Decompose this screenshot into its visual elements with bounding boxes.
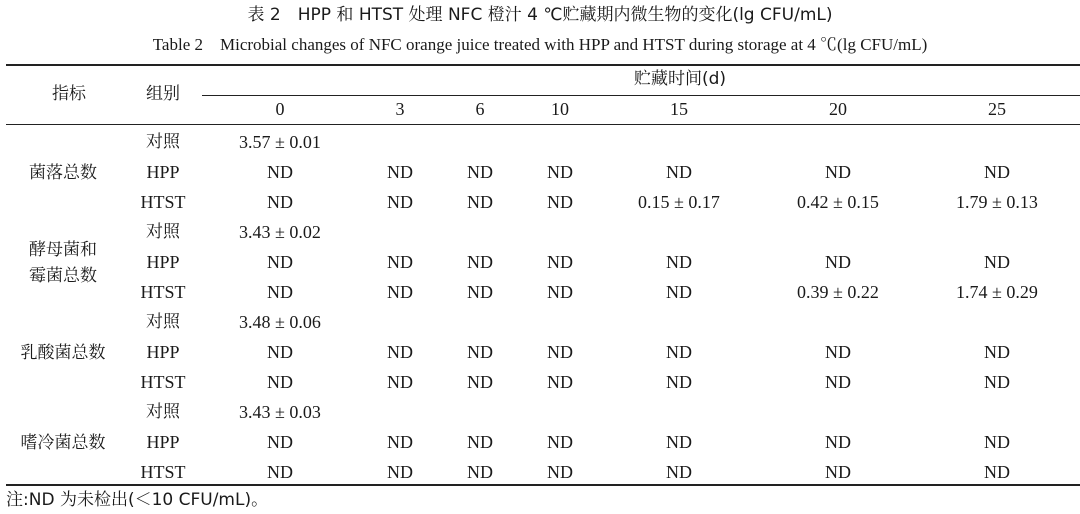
table-cell: 3.43 ± 0.03 xyxy=(239,402,321,422)
table-cell: ND xyxy=(666,372,692,392)
table-cell: ND xyxy=(387,342,413,362)
table-cell: ND xyxy=(267,252,293,272)
header-indicator: 指标 xyxy=(52,84,86,104)
table-cell: ND xyxy=(984,432,1010,452)
table-title-en: Table 2 Microbial changes of NFC orange juice treated with HPP and HTST during storage at 4 ℃(lg CFU/mL) xyxy=(152,35,928,54)
table-cell: 1.74 ± 0.29 xyxy=(956,282,1038,302)
table-cell: 0.42 ± 0.15 xyxy=(797,192,879,212)
table-cell: ND xyxy=(984,372,1010,392)
table-cell: ND xyxy=(825,462,851,482)
table-cell: ND xyxy=(547,162,573,182)
table-cell: ND xyxy=(666,162,692,182)
table-cell: ND xyxy=(267,282,293,302)
table-cell: ND xyxy=(467,372,493,392)
header-day-5: 20 xyxy=(829,99,847,119)
group-label: 对照 xyxy=(146,312,180,332)
storage-time-underline xyxy=(202,95,1080,96)
table-cell: ND xyxy=(825,432,851,452)
table-cell: ND xyxy=(387,462,413,482)
table-cell: 0.39 ± 0.22 xyxy=(797,282,879,302)
table-cell: ND xyxy=(387,192,413,212)
table-cell: ND xyxy=(825,252,851,272)
table-cell: ND xyxy=(984,252,1010,272)
header-day-1: 3 xyxy=(395,99,405,119)
header-day-4: 15 xyxy=(670,99,688,119)
header-storage-time: 贮藏时间(d) xyxy=(633,69,727,89)
table-cell: ND xyxy=(267,462,293,482)
table-cell: ND xyxy=(267,342,293,362)
group-label: HTST xyxy=(140,462,186,482)
header-bottom-rule xyxy=(6,124,1080,125)
table-cell: ND xyxy=(267,432,293,452)
table-cell: ND xyxy=(267,162,293,182)
table-cell: ND xyxy=(666,252,692,272)
table-cell: ND xyxy=(467,162,493,182)
table-cell: ND xyxy=(387,162,413,182)
table-cell: ND xyxy=(267,192,293,212)
indicator-name: 菌落总数 xyxy=(29,163,97,183)
header-group: 组别 xyxy=(146,84,180,104)
indicator-name: 酵母菌和 xyxy=(29,240,97,260)
table-cell: ND xyxy=(467,462,493,482)
table-cell: ND xyxy=(467,192,493,212)
table-cell: ND xyxy=(666,282,692,302)
header-day-3: 10 xyxy=(551,99,569,119)
table-cell: ND xyxy=(666,432,692,452)
table-cell: ND xyxy=(387,252,413,272)
table-top-rule xyxy=(6,64,1080,66)
table-cell: ND xyxy=(387,432,413,452)
group-label: 对照 xyxy=(146,402,180,422)
table-cell: ND xyxy=(984,342,1010,362)
table-bottom-rule xyxy=(6,484,1080,486)
indicator-name: 霉菌总数 xyxy=(29,266,97,286)
table-cell: ND xyxy=(547,432,573,452)
table-cell: ND xyxy=(825,342,851,362)
table-cell: ND xyxy=(547,462,573,482)
table-cell: ND xyxy=(467,432,493,452)
table-cell: 3.48 ± 0.06 xyxy=(239,312,321,332)
header-day-2: 6 xyxy=(475,99,485,119)
indicator-name: 嗜冷菌总数 xyxy=(20,433,106,453)
group-label: 对照 xyxy=(146,222,180,242)
group-label: HPP xyxy=(146,252,180,272)
table-cell: ND xyxy=(984,462,1010,482)
table-cell: ND xyxy=(467,252,493,272)
table-title-zh: 表 2 HPP 和 HTST 处理 NFC 橙汁 4 ℃贮藏期内微生物的变化(lg CFU/mL) xyxy=(247,5,833,25)
header-day-6: 25 xyxy=(988,99,1006,119)
indicator-name: 乳酸菌总数 xyxy=(20,343,106,363)
table-cell: ND xyxy=(547,342,573,362)
table-cell: 0.15 ± 0.17 xyxy=(638,192,720,212)
group-label: HTST xyxy=(140,372,186,392)
table-cell: ND xyxy=(267,372,293,392)
group-label: HTST xyxy=(140,282,186,302)
table-cell: ND xyxy=(547,282,573,302)
table-cell: ND xyxy=(825,162,851,182)
table-cell: ND xyxy=(467,342,493,362)
table-cell: ND xyxy=(467,282,493,302)
table-note: 注:ND 为未检出(＜10 CFU/mL)。 xyxy=(6,490,269,510)
header-day-0: 0 xyxy=(275,99,285,119)
group-label: HTST xyxy=(140,192,186,212)
table-cell: ND xyxy=(547,372,573,392)
table-cell: ND xyxy=(825,372,851,392)
table-cell: 3.57 ± 0.01 xyxy=(239,132,321,152)
table-cell: 1.79 ± 0.13 xyxy=(956,192,1038,212)
table-cell: ND xyxy=(387,372,413,392)
table-cell: ND xyxy=(666,462,692,482)
table-cell: ND xyxy=(387,282,413,302)
group-label: HPP xyxy=(146,342,180,362)
table-cell: ND xyxy=(666,342,692,362)
table-cell: ND xyxy=(547,192,573,212)
group-label: HPP xyxy=(146,432,180,452)
table-cell: 3.43 ± 0.02 xyxy=(239,222,321,242)
table-cell: ND xyxy=(984,162,1010,182)
group-label: 对照 xyxy=(146,132,180,152)
group-label: HPP xyxy=(146,162,180,182)
table-cell: ND xyxy=(547,252,573,272)
